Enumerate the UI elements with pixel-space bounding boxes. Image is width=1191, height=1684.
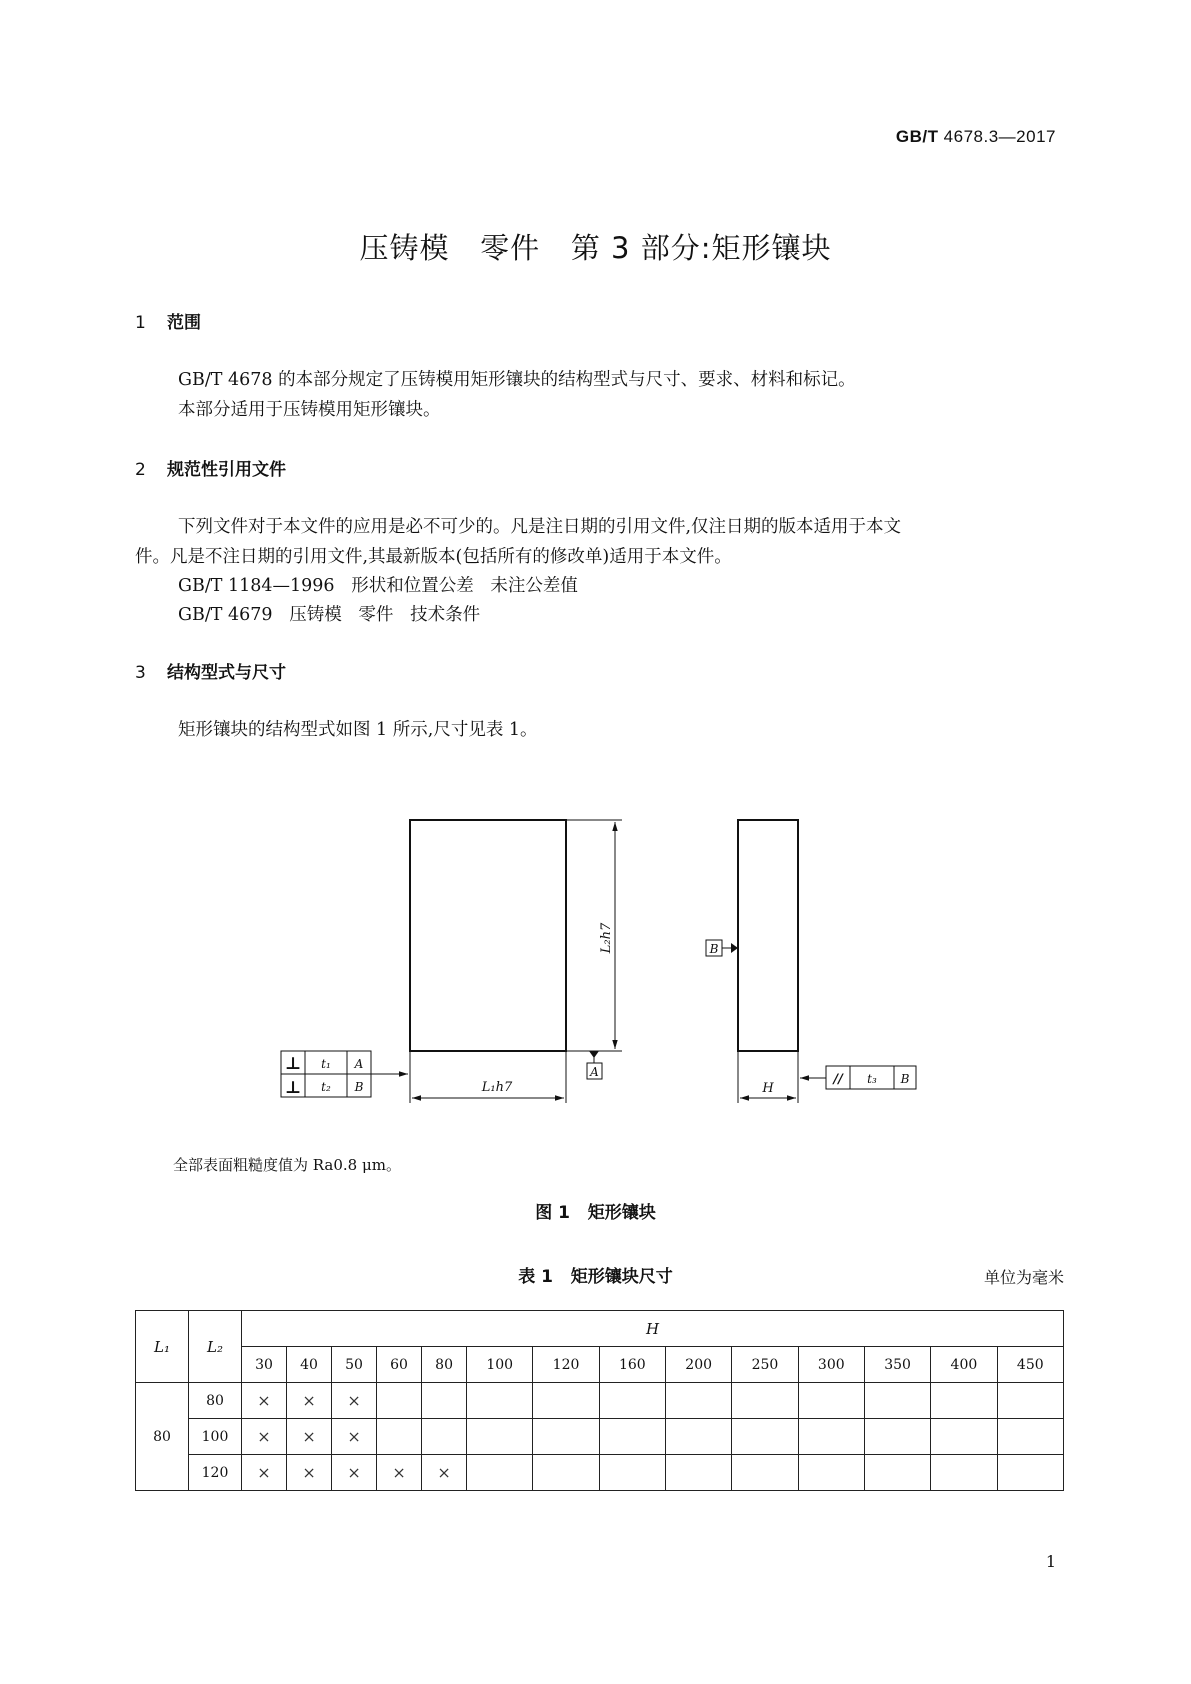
dim-h-label: H bbox=[762, 1081, 774, 1096]
dimensions-table bbox=[135, 1310, 1064, 1491]
cell-availability-mark bbox=[931, 1383, 997, 1419]
refs-paragraph-line-2: 件。凡是不注日期的引用文件,其最新版本(包括所有的修改单)适用于本文件。 bbox=[135, 547, 732, 567]
cell-availability-mark bbox=[422, 1383, 467, 1419]
reference-gbt-1184: GB/T 1184—1996 形状和位置公差 未注公差值 bbox=[178, 576, 578, 596]
cell-availability-mark: × bbox=[242, 1383, 287, 1419]
cell-availability-mark bbox=[864, 1455, 930, 1491]
cell-availability-mark bbox=[997, 1455, 1063, 1491]
figure-caption: 图 1 矩形镶块 bbox=[535, 1203, 656, 1223]
header-h-value: 120 bbox=[533, 1347, 599, 1383]
datum-b-triangle bbox=[731, 943, 738, 953]
cell-availability-mark bbox=[533, 1383, 599, 1419]
table-unit: 单位为毫米 bbox=[983, 1268, 1064, 1287]
parallelism-symbol: // bbox=[833, 1072, 843, 1087]
dim-l2-label: L₂h7 bbox=[599, 922, 614, 954]
cell-availability-mark bbox=[864, 1419, 930, 1455]
standard-code-prefix: GB/T bbox=[895, 127, 939, 146]
header-h-value: 50 bbox=[332, 1347, 377, 1383]
cell-availability-mark: × bbox=[287, 1455, 332, 1491]
cell-availability-mark: × bbox=[377, 1455, 422, 1491]
header-h-value: 100 bbox=[467, 1347, 533, 1383]
section-3-title: 结构型式与尺寸 bbox=[167, 663, 286, 683]
tolerance-t1: t₁ bbox=[321, 1057, 331, 1071]
header-l2: L₂ bbox=[189, 1311, 242, 1383]
datum-b-label: B bbox=[709, 942, 719, 956]
cell-l1: 80 bbox=[136, 1383, 189, 1491]
page-number: 1 bbox=[1045, 1552, 1056, 1571]
cell-availability-mark bbox=[798, 1383, 864, 1419]
cell-availability-mark: × bbox=[287, 1419, 332, 1455]
section-3-number: 3 bbox=[135, 663, 146, 683]
cell-availability-mark bbox=[377, 1419, 422, 1455]
document-title: 压铸模 零件 第 3 部分:矩形镶块 bbox=[359, 231, 832, 265]
cell-availability-mark bbox=[599, 1455, 665, 1491]
scope-paragraph-1: GB/T 4678 的本部分规定了压铸模用矩形镶块的结构型式与尺寸、要求、材料和标记。 bbox=[178, 370, 856, 390]
table-row bbox=[136, 1419, 1064, 1455]
cell-availability-mark bbox=[666, 1383, 732, 1419]
section-1-number: 1 bbox=[135, 313, 146, 333]
table-row bbox=[136, 1383, 1064, 1419]
header-h-value: 160 bbox=[599, 1347, 665, 1383]
roughness-note: 全部表面粗糙度值为 Ra0.8 μm。 bbox=[173, 1156, 401, 1174]
table-header-row-1 bbox=[136, 1311, 1064, 1347]
datum-a-label: A bbox=[590, 1065, 599, 1079]
cell-availability-mark bbox=[997, 1419, 1063, 1455]
cell-availability-mark: × bbox=[287, 1383, 332, 1419]
front-view-outline bbox=[410, 820, 566, 1051]
perpendicularity-symbol-2: ⊥ bbox=[284, 1078, 302, 1098]
cell-availability-mark bbox=[732, 1455, 798, 1491]
tolerance-datum-b-right: B bbox=[900, 1072, 910, 1086]
header-l1: L₁ bbox=[136, 1311, 189, 1383]
header-h-value: 200 bbox=[666, 1347, 732, 1383]
header-h-value: 60 bbox=[377, 1347, 422, 1383]
header-h-value: 30 bbox=[242, 1347, 287, 1383]
tolerance-datum-b: B bbox=[354, 1080, 364, 1094]
tolerance-datum-a: A bbox=[354, 1057, 364, 1071]
cell-l2: 120 bbox=[189, 1455, 242, 1491]
cell-availability-mark bbox=[467, 1383, 533, 1419]
dim-l1-label: L₁h7 bbox=[481, 1080, 513, 1095]
cell-availability-mark bbox=[467, 1455, 533, 1491]
header-h-value: 40 bbox=[287, 1347, 332, 1383]
datum-a-triangle bbox=[589, 1051, 599, 1058]
cell-availability-mark bbox=[864, 1383, 930, 1419]
side-view-outline bbox=[738, 820, 798, 1051]
cell-availability-mark bbox=[666, 1455, 732, 1491]
tolerance-t2: t₂ bbox=[321, 1080, 331, 1094]
cell-availability-mark: × bbox=[422, 1455, 467, 1491]
cell-availability-mark bbox=[997, 1383, 1063, 1419]
section-2-number: 2 bbox=[135, 460, 146, 480]
cell-availability-mark bbox=[732, 1383, 798, 1419]
table-header-row-2 bbox=[136, 1347, 1064, 1383]
cell-availability-mark bbox=[931, 1419, 997, 1455]
standard-code-number: 4678.3—2017 bbox=[938, 127, 1056, 146]
refs-paragraph-line-1: 下列文件对于本文件的应用是必不可少的。凡是注日期的引用文件,仅注日期的版本适用于本文 bbox=[178, 517, 902, 537]
cell-availability-mark bbox=[533, 1419, 599, 1455]
header-h-value: 350 bbox=[864, 1347, 930, 1383]
cell-availability-mark bbox=[732, 1419, 798, 1455]
cell-availability-mark bbox=[798, 1419, 864, 1455]
tolerance-t3: t₃ bbox=[867, 1072, 877, 1086]
cell-availability-mark bbox=[599, 1383, 665, 1419]
table-caption: 表 1 矩形镶块尺寸 bbox=[518, 1267, 673, 1287]
cell-availability-mark bbox=[599, 1419, 665, 1455]
header-h: H bbox=[242, 1311, 1064, 1347]
cell-availability-mark: × bbox=[332, 1455, 377, 1491]
cell-availability-mark bbox=[422, 1419, 467, 1455]
section-2-title: 规范性引用文件 bbox=[167, 460, 286, 480]
scope-paragraph-2: 本部分适用于压铸模用矩形镶块。 bbox=[178, 400, 441, 420]
header-h-value: 80 bbox=[422, 1347, 467, 1383]
header-h-value: 300 bbox=[798, 1347, 864, 1383]
header-h-value: 450 bbox=[997, 1347, 1063, 1383]
header-h-value: 400 bbox=[931, 1347, 997, 1383]
cell-availability-mark bbox=[931, 1455, 997, 1491]
header-h-value: 250 bbox=[732, 1347, 798, 1383]
cell-availability-mark: × bbox=[332, 1383, 377, 1419]
cell-l2: 100 bbox=[189, 1419, 242, 1455]
reference-gbt-4679: GB/T 4679 压铸模 零件 技术条件 bbox=[178, 605, 481, 625]
cell-availability-mark bbox=[533, 1455, 599, 1491]
cell-availability-mark bbox=[666, 1419, 732, 1455]
cell-availability-mark: × bbox=[332, 1419, 377, 1455]
table-row bbox=[136, 1455, 1064, 1491]
cell-availability-mark bbox=[798, 1455, 864, 1491]
table-body bbox=[136, 1383, 1064, 1491]
section-1-title: 范围 bbox=[167, 313, 201, 333]
cell-availability-mark: × bbox=[242, 1455, 287, 1491]
perpendicularity-symbol-1: ⊥ bbox=[284, 1054, 302, 1074]
cell-l2: 80 bbox=[189, 1383, 242, 1419]
cell-availability-mark: × bbox=[242, 1419, 287, 1455]
structure-paragraph: 矩形镶块的结构型式如图 1 所示,尺寸见表 1。 bbox=[178, 720, 538, 740]
cell-availability-mark bbox=[467, 1419, 533, 1455]
cell-availability-mark bbox=[377, 1383, 422, 1419]
